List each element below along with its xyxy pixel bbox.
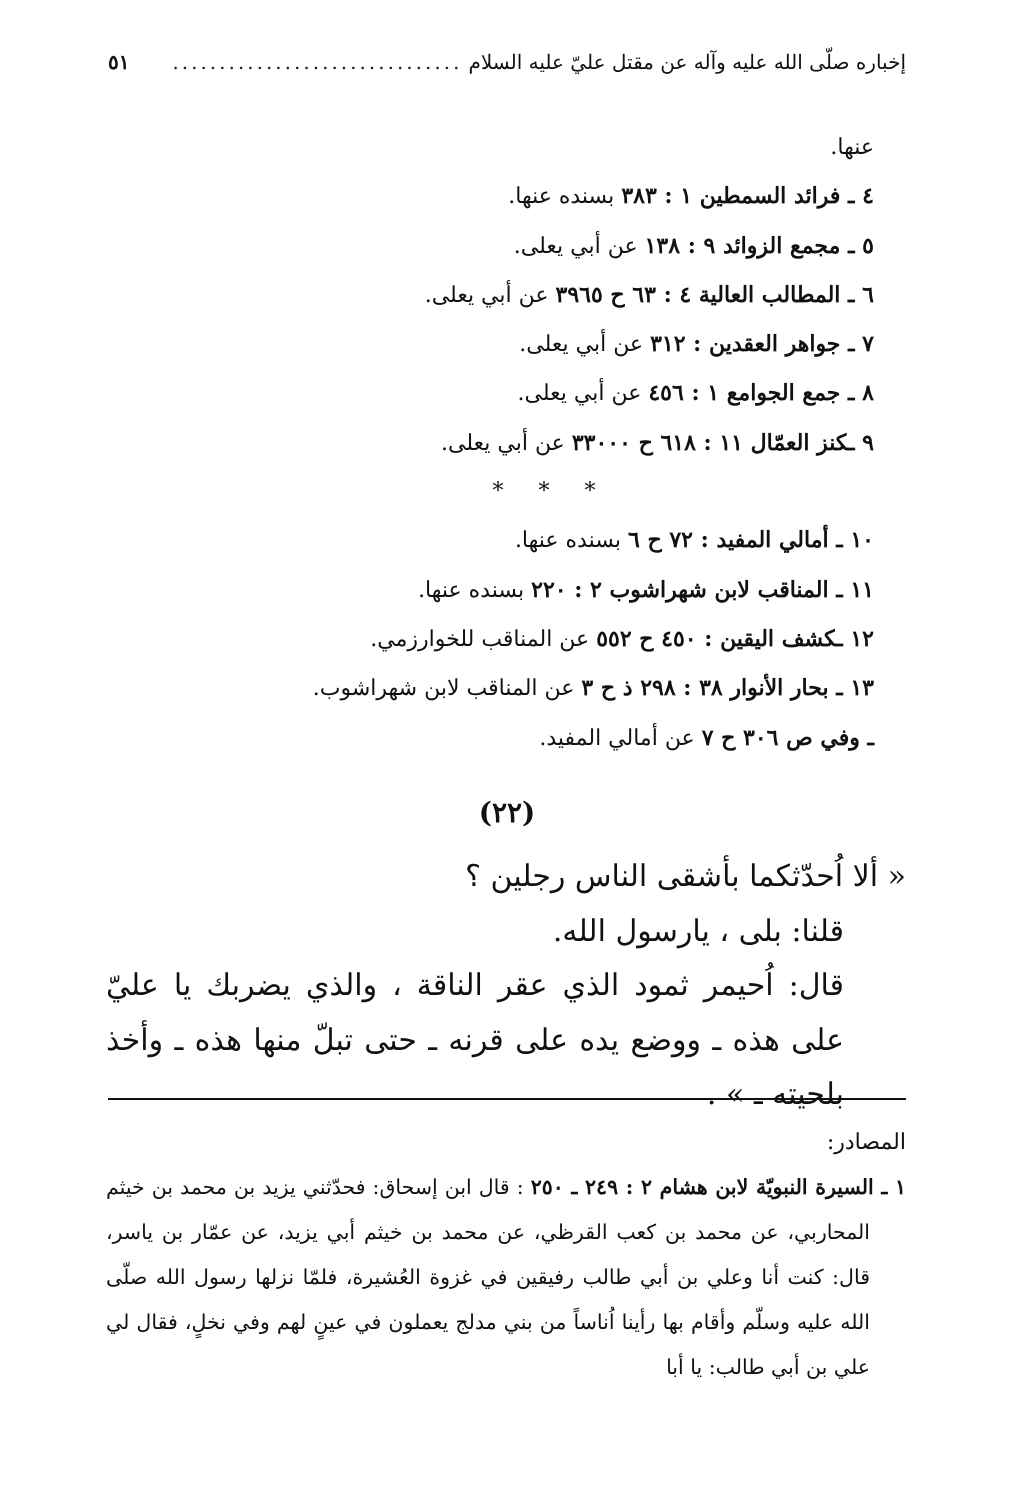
reference-citation: ١٣ ـ بحار الأنوار ٣٨ : ٢٩٨ ذ ح ٣ (581, 675, 874, 702)
hadith-line-reply: قلنا: بلى ، يارسول الله. (552, 913, 844, 949)
reference-note: عن أبي يعلى. (519, 332, 651, 358)
reference-citation: ٧ ـ جواهر العقدين : ٣١٢ (650, 331, 874, 358)
reference-item (214, 320, 874, 369)
hadith-number: (٢٢) (478, 796, 536, 829)
reference-note: بسنده عنها. (418, 577, 532, 603)
running-title: إخباره صلّى الله عليه وآله عن مقتل عليّ عليه السلام (468, 50, 906, 74)
page-number: ٥١ (108, 50, 130, 74)
sources-section (106, 1120, 906, 1390)
sources-heading: المصادر: (826, 1130, 906, 1155)
reference-item (214, 714, 874, 763)
reference-citation: ٥ ـ مجمع الزوائد ٩ : ١٣٨ (644, 232, 874, 259)
hadith-line-answer: قال: اُحيمر ثمود الذي عقر الناقة ، والذي يضربك يا عليّ على هذه ـ ووضع يده على قرنه ـ حتى تبلّ منها هذه ـ وأخذ بلحيته ـ » . (106, 968, 844, 1112)
reference-note: بسنده عنها. (508, 184, 622, 210)
reference-item (214, 222, 874, 271)
reference-citation: ـ وفي ص ٣٠٦ ح ٧ (701, 724, 874, 751)
reference-note: عن المناقب للخوارزمي. (370, 626, 597, 652)
running-head (108, 42, 906, 82)
reference-continuation: عنها. (830, 135, 874, 160)
asterisk-ornament: * (584, 479, 596, 505)
source-item (106, 1165, 906, 1390)
source-citation: ١ ـ السيرة النبويّة لابن هشام ٢ : ٢٤٩ ـ ٢٥٠ (530, 1175, 907, 1199)
reference-item (214, 369, 874, 418)
reference-note: عن أمالي المفيد. (539, 725, 702, 751)
reference-citation: ١١ ـ المناقب لابن شهراشوب ٢ : ٢٢٠ (531, 576, 874, 603)
reference-note: بسنده عنها. (514, 528, 628, 554)
asterisk-ornament: * (492, 479, 504, 505)
reference-item (214, 516, 874, 565)
reference-note: عن أبي يعلى. (441, 430, 572, 456)
reference-item (214, 172, 874, 221)
reference-citation: ٤ ـ فرائد السمطين ١ : ٣٨٣ (621, 183, 874, 210)
leader-dots: ............................... (172, 50, 463, 74)
hadith-line-question: « ألا اُحدّثكما بأشقى الناس رجلين ؟ (465, 859, 906, 894)
reference-citation: ١٠ ـ أمالي المفيد : ٧٢ ح ٦ (628, 527, 874, 554)
reference-item (214, 271, 874, 320)
reference-item (214, 566, 874, 615)
reference-citation: ١٢ ـكشف اليقين : ٤٥٠ ح ٥٥٢ (596, 625, 874, 652)
reference-citation: ٨ ـ جمع الجوامع ١ : ٤٥٦ (648, 380, 874, 407)
reference-item (214, 419, 874, 468)
hadith-text (106, 850, 906, 1123)
section-separator (214, 468, 874, 516)
footnote-divider (108, 1098, 906, 1100)
reference-citation: ٩ ـكنز العمّال ١١ : ٦١٨ ح ٣٣٠٠٠ (571, 429, 874, 456)
reference-note: عن أبي يعلى. (513, 233, 645, 259)
reference-note: عن أبي يعلى. (517, 381, 649, 407)
reference-note: عن المناقب لابن شهراشوب. (312, 676, 582, 702)
reference-item (214, 664, 874, 713)
reference-item (214, 615, 874, 664)
references-list (214, 124, 874, 763)
asterisk-ornament: * (538, 479, 550, 505)
reference-note: عن أبي يعلى. (424, 282, 556, 308)
reference-citation: ٦ ـ المطالب العالية ٤ : ٦٣ ح ٣٩٦٥ (555, 281, 874, 308)
source-text: : قال ابن إسحاق: فحدّثني يزيد بن محمد بن خيثم المحاربي، عن محمد بن كعب القرظي، عن محمد بن خيثم أبي يزيد، عن عمّار بن ياسر، قال: كنت أنا وعلي بن أبي طالب رفيقين في غزوة العُشيرة، فلمّا نزلها رسول الله صلّى الله عليه وسلّم وأقام بها رأينا اُناساً من بني مدلج يعملون في عينٍ لهم وفي نخلٍ، فقال لي علي بن أبي طالب: يا أبا (106, 1175, 870, 1379)
